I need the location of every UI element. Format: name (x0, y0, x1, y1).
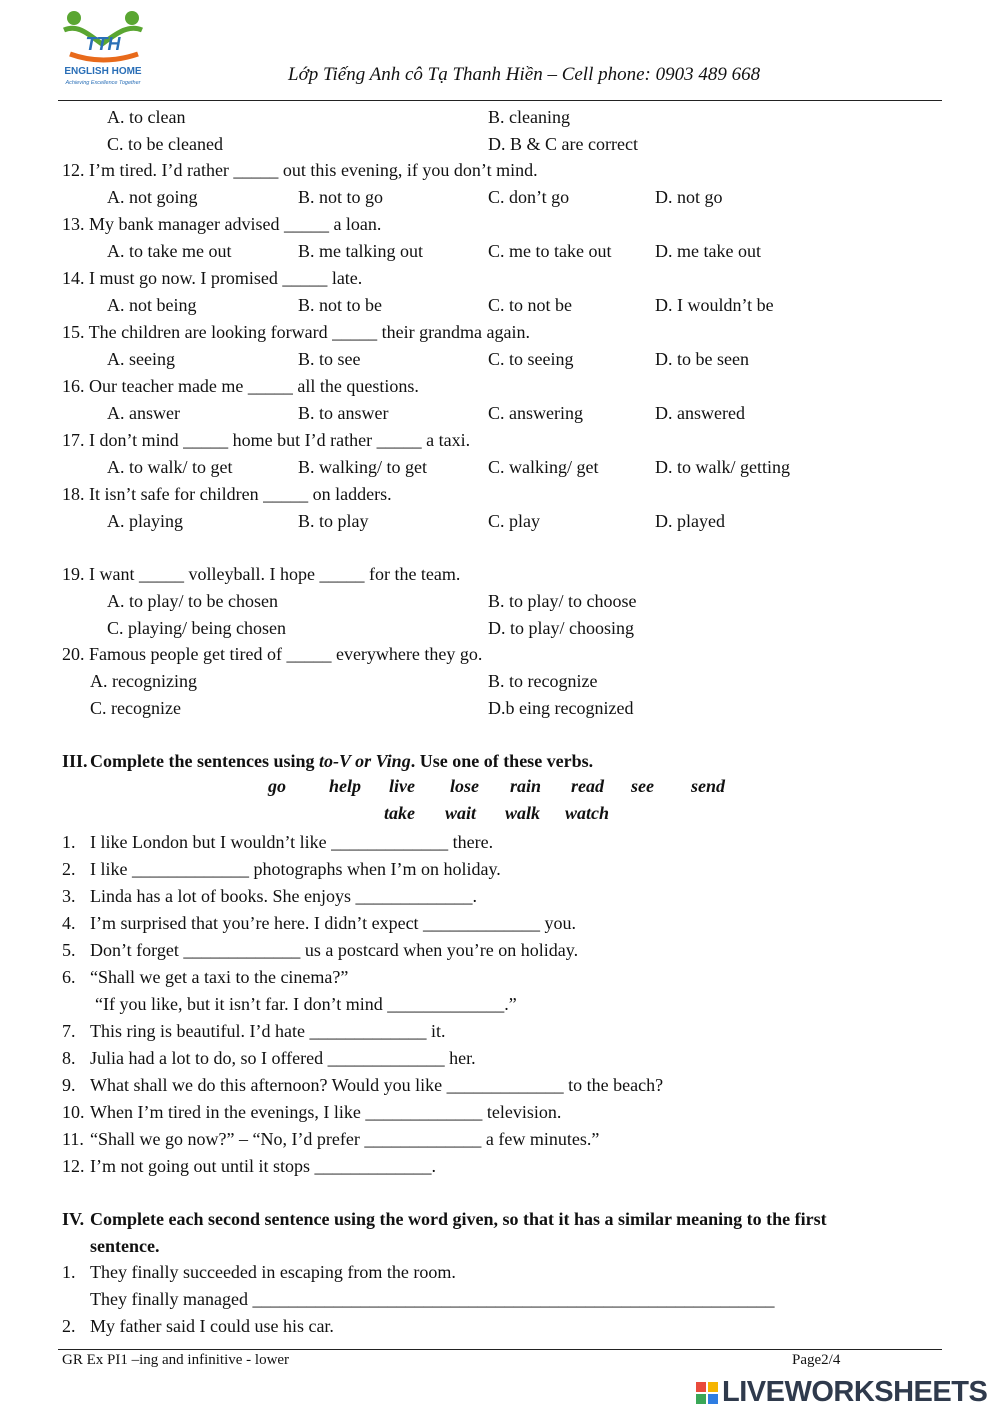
item-number: 3. (62, 886, 76, 906)
option[interactable]: B. to answer (298, 403, 389, 423)
item-number: 9. (62, 1075, 76, 1095)
title-part: . Use one of these verbs. (410, 751, 594, 771)
option: B. to recognize (488, 671, 598, 691)
option[interactable]: D. me take out (655, 241, 761, 261)
option[interactable]: B. me talking out (298, 241, 423, 261)
item-number: 2. (62, 1316, 76, 1336)
option[interactable]: C. to not be (488, 295, 572, 315)
question-stem: 20. Famous people get tired of _____ everywhere they go. (62, 644, 483, 664)
item-number: 5. (62, 940, 76, 960)
question-stem: 16. Our teacher made me _____ all the questions. (62, 376, 419, 396)
option: C. playing/ being chosen (107, 618, 286, 638)
section-number: III. (62, 751, 88, 771)
logo-tagline: Achieving Excellence Together (65, 80, 141, 86)
item-number: 12. (62, 1156, 85, 1176)
verb: read (571, 776, 604, 796)
item-text[interactable]: I’m not going out until it stops _____________. (90, 1156, 437, 1176)
question-stem: 17. I don’t mind _____ home but I’d rather _____ a taxi. (62, 430, 471, 450)
verb: send (691, 776, 726, 796)
option[interactable]: B. not to go (298, 187, 384, 207)
verb: see (631, 776, 654, 796)
block (696, 1394, 706, 1404)
item-number: 4. (62, 913, 76, 933)
question-stem: 15. The children are looking forward _____ their grandma again. (62, 322, 531, 342)
answer-line[interactable]: They finally managed __________________________________________________________ (90, 1289, 775, 1309)
verb: take (384, 803, 415, 823)
item-text[interactable]: Linda has a lot of books. She enjoys _____________. (90, 886, 477, 906)
item-number: 8. (62, 1048, 76, 1068)
watermark-text: LIVEWORKSHEETS (722, 1376, 988, 1408)
option[interactable]: D. I wouldn’t be (655, 295, 774, 315)
option: D. to play/ choosing (488, 618, 634, 638)
verb: rain (510, 776, 542, 796)
item-number: 7. (62, 1021, 76, 1041)
option[interactable]: C. walking/ get (488, 457, 599, 477)
question-stem: 19. I want _____ volleyball. I hope _____ for the team. (62, 564, 461, 584)
option[interactable]: A. to take me out (107, 241, 232, 261)
option[interactable]: D. not go (655, 187, 723, 207)
item-text[interactable]: I like London but I wouldn’t like _____________ there. (90, 832, 494, 852)
option: C. to be cleaned (107, 134, 223, 154)
item-number: 11. (62, 1129, 84, 1149)
block (708, 1394, 718, 1404)
option: A. to play/ to be chosen (107, 591, 278, 611)
option[interactable]: B. walking/ to get (298, 457, 427, 477)
option[interactable]: B. not to be (298, 295, 382, 315)
item-text[interactable]: This ring is beautiful. I’d hate _____________ it. (90, 1021, 446, 1041)
item-number: 2. (62, 859, 76, 879)
verb: go (268, 776, 286, 796)
verb: help (329, 776, 362, 796)
option[interactable]: D. played (655, 511, 725, 531)
header-divider (58, 100, 942, 101)
item-text[interactable]: I’m surprised that you’re here. I didn’t expect _____________ you. (90, 913, 577, 933)
item-number: 10. (62, 1102, 85, 1122)
question-stem: 18. It isn’t safe for children _____ on ladders. (62, 484, 392, 504)
item-text[interactable]: What shall we do this afternoon? Would you like _____________ to the beach? (90, 1075, 664, 1095)
option[interactable]: C. me to take out (488, 241, 612, 261)
verb: live (389, 776, 415, 796)
option: B. to play/ to choose (488, 591, 637, 611)
option: A. to clean (107, 107, 186, 127)
item-text: My father said I could use his car. (90, 1316, 334, 1336)
verb: wait (445, 803, 477, 823)
item-number: 6. (62, 967, 76, 987)
item-text[interactable]: Don’t forget _____________ us a postcard when you’re on holiday. (90, 940, 579, 960)
title-part: Complete the sentences using (90, 751, 319, 771)
footer-page: Page2/4 (792, 1352, 841, 1368)
item-text[interactable]: I like _____________ photographs when I’m on holiday. (90, 859, 501, 879)
option[interactable]: A. not being (107, 295, 197, 315)
item-text[interactable]: “If you like, but it isn’t far. I don’t mind _____________.” (95, 994, 517, 1014)
footer-divider (58, 1349, 942, 1350)
option[interactable]: C. answering (488, 403, 583, 423)
option[interactable]: B. to see (298, 349, 361, 369)
question-stem: 12. I’m tired. I’d rather _____ out this evening, if you don’t mind. (62, 160, 538, 180)
header-text: Lớp Tiếng Anh cô Tạ Thanh Hiền – Cell phone: 0903 489 668 (288, 64, 761, 85)
question-stem: 13. My bank manager advised _____ a loan. (62, 214, 382, 234)
option[interactable]: A. to walk/ to get (107, 457, 233, 477)
footer-left: GR Ex PI1 –ing and infinitive - lower (62, 1352, 290, 1368)
logo-letters: TTH (85, 34, 121, 54)
option: B. cleaning (488, 107, 570, 127)
english-home-logo (58, 4, 148, 90)
option[interactable]: A. playing (107, 511, 183, 531)
item-number: 1. (62, 832, 76, 852)
verb: walk (505, 803, 541, 823)
section-number: IV. (62, 1209, 85, 1229)
option[interactable]: A. answer (107, 403, 180, 423)
question-stem: 14. I must go now. I promised _____ late. (62, 268, 363, 288)
section-title-continued: sentence. (90, 1236, 160, 1256)
option[interactable]: C. play (488, 511, 540, 531)
section-title: Complete each second sentence using the word given, so that it has a similar meaning to the first (90, 1209, 827, 1229)
option[interactable]: D. to walk/ getting (655, 457, 790, 477)
option: D.b eing recognized (488, 698, 634, 718)
option: D. B & C are correct (488, 134, 638, 154)
item-text[interactable]: “Shall we go now?” – “No, I’d prefer _____________ a few minutes.” (90, 1129, 600, 1149)
verb: watch (565, 803, 610, 823)
option[interactable]: C. to seeing (488, 349, 574, 369)
verb: lose (450, 776, 479, 796)
item-text[interactable]: When I’m tired in the evenings, I like _____________ television. (90, 1102, 562, 1122)
item-text: They finally succeeded in escaping from the room. (90, 1262, 456, 1282)
block (708, 1382, 718, 1392)
option: C. recognize (90, 698, 181, 718)
option[interactable]: D. answered (655, 403, 745, 423)
option[interactable]: C. don’t go (488, 187, 570, 207)
option[interactable]: A. not going (107, 187, 198, 207)
item-number: 1. (62, 1262, 76, 1282)
item-text[interactable]: Julia had a lot to do, so I offered _____________ her. (90, 1048, 476, 1068)
option: A. recognizing (90, 671, 197, 691)
liveworksheets-watermark (696, 1376, 987, 1409)
item-text[interactable]: “Shall we get a taxi to the cinema?” (90, 967, 349, 987)
logo-title: ENGLISH HOME (64, 66, 142, 77)
option[interactable]: D. to be seen (655, 349, 749, 369)
liveworksheets-icon (696, 1382, 718, 1404)
title-emphasis: to-V or Ving (318, 751, 411, 771)
option[interactable]: B. to play (298, 511, 369, 531)
block (696, 1382, 706, 1392)
option[interactable]: A. seeing (107, 349, 175, 369)
section-title (90, 748, 593, 775)
